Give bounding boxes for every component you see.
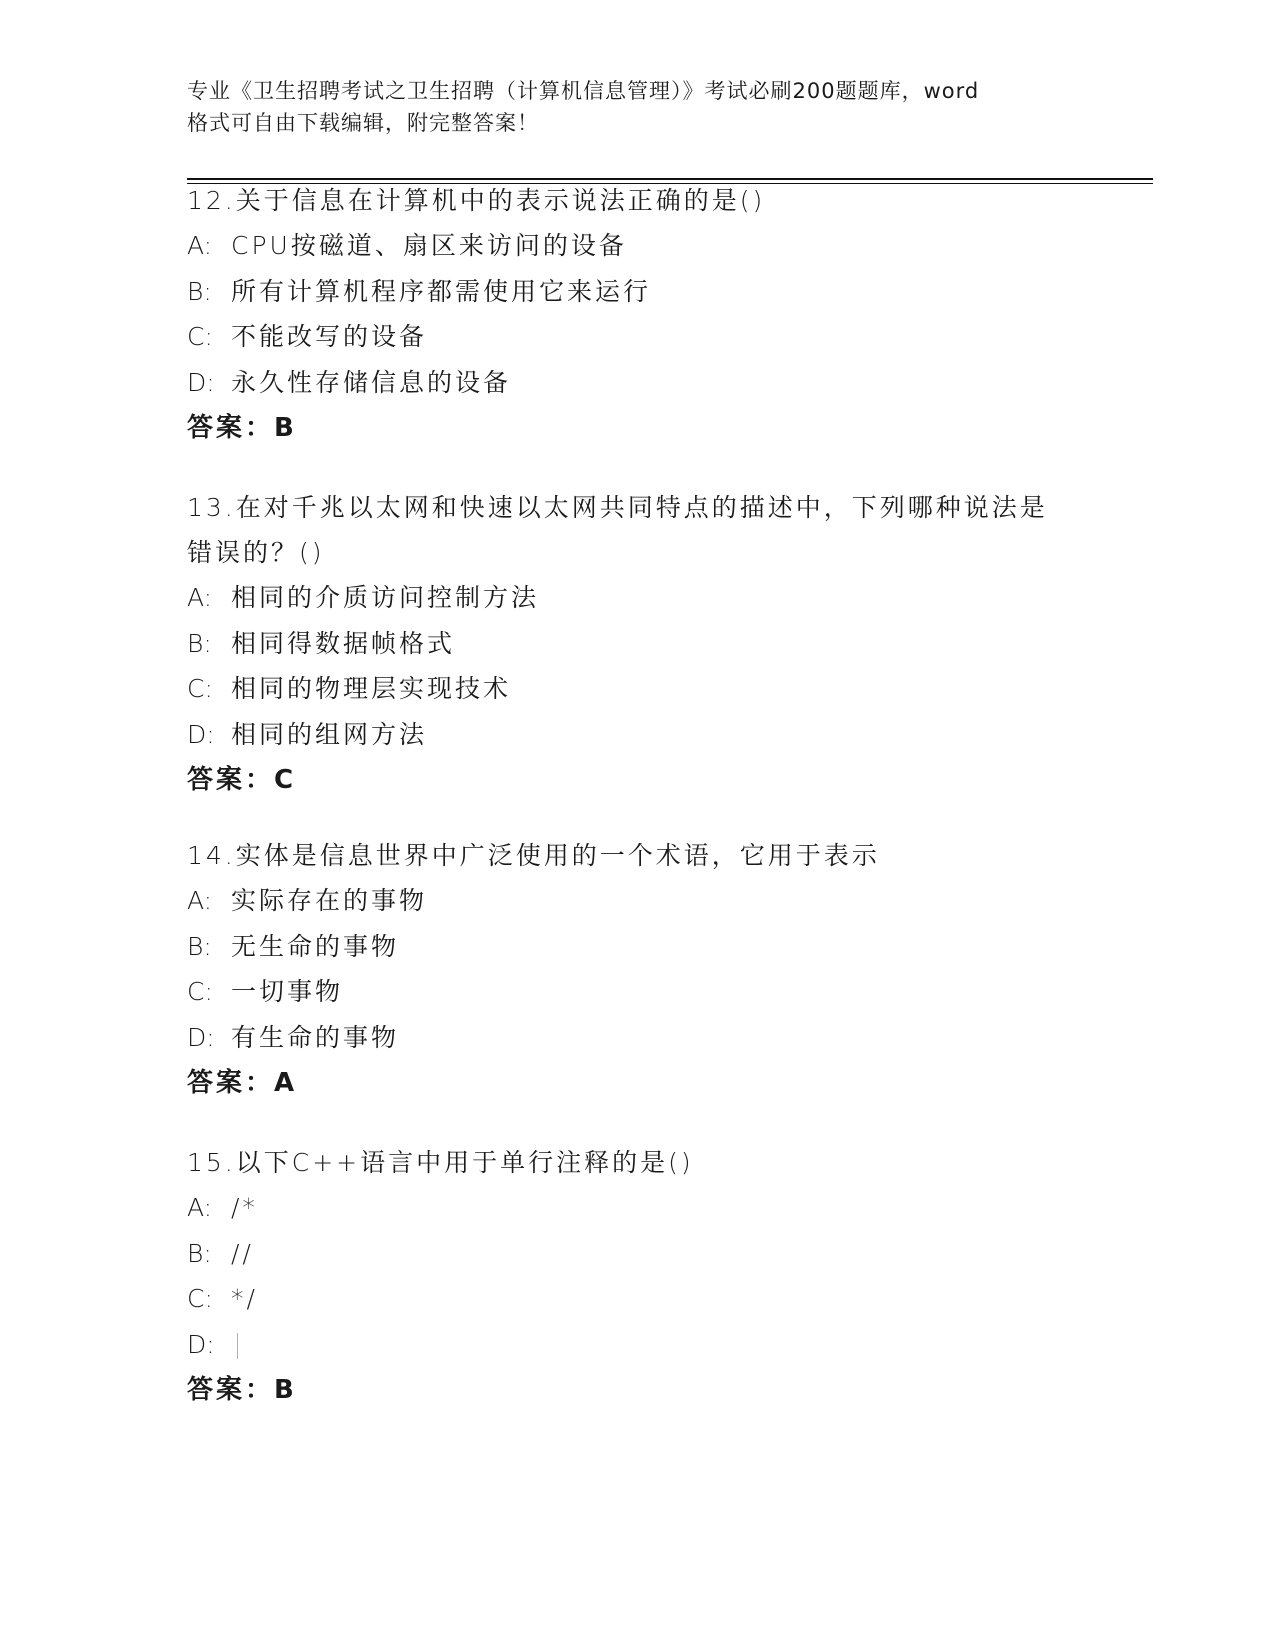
option-d [187, 1015, 1087, 1061]
option-text: 永久性存储信息的设备 [231, 367, 512, 397]
option-a [187, 878, 1087, 924]
option-text: 相同的组网方法 [231, 719, 428, 749]
option-text: 实际存在的事物 [231, 886, 428, 915]
option-text: 所有计算机程序都需使用它来运行 [231, 276, 652, 306]
question-stem: 14.实体是信息世界中广泛使用的一个术语，它用于表示 [187, 841, 880, 870]
question-stem-continued: 错误的？() [187, 538, 325, 567]
question-13 [187, 485, 1087, 803]
answer-value: A [274, 1068, 296, 1098]
answer-line [187, 1060, 1087, 1106]
option-text: */ [231, 1284, 258, 1313]
question-stem: 12.关于信息在计算机中的表示说法正确的是() [187, 186, 766, 215]
option-b [187, 621, 1087, 667]
option-text: CPU按磁道、扇区来访问的设备 [231, 231, 627, 260]
option-key: A: [187, 231, 213, 260]
option-key: C: [187, 1284, 213, 1313]
option-text: 无生命的事物 [231, 931, 400, 961]
question-15 [187, 1140, 1087, 1413]
answer-label: 答案： [187, 765, 275, 795]
option-c [187, 314, 1087, 360]
option-key: B: [187, 276, 212, 306]
document-header [187, 75, 1087, 139]
option-key: C: [187, 977, 213, 1006]
answer-line [187, 405, 1087, 451]
option-key: D: [187, 367, 215, 397]
option-b [187, 269, 1087, 315]
question-14 [187, 833, 1087, 1106]
option-text: 不能改写的设备 [231, 322, 428, 351]
option-b [187, 924, 1087, 970]
option-key: A: [187, 583, 213, 612]
question-stem: 13.在对千兆以太网和快速以太网共同特点的描述中，下列哪种说法是 [187, 493, 1048, 522]
answer-label: 答案： [187, 413, 275, 443]
answer-value: B [274, 413, 295, 443]
option-c [187, 666, 1087, 712]
option-key: B: [187, 628, 212, 658]
option-text: 一切事物 [231, 977, 344, 1006]
option-key: D: [187, 1329, 215, 1359]
answer-label: 答案： [187, 1375, 275, 1405]
option-text: // [231, 1238, 254, 1268]
option-key: D: [187, 1022, 215, 1052]
answer-label: 答案： [187, 1068, 275, 1098]
answer-value: C [274, 765, 295, 795]
option-text: /* [231, 1193, 258, 1222]
option-key: A: [187, 1193, 213, 1222]
question-stem: 15.以下C++语言中用于单行注释的是() [187, 1148, 694, 1177]
option-text: 相同得数据帧格式 [231, 628, 456, 658]
option-c [187, 1276, 1087, 1322]
text-cursor-mark [237, 1333, 238, 1359]
option-a [187, 575, 1087, 621]
option-a [187, 223, 1087, 269]
answer-value: B [274, 1375, 295, 1405]
answer-line [187, 1367, 1087, 1413]
question-12 [187, 178, 1087, 451]
option-key: C: [187, 322, 213, 351]
option-key: C: [187, 674, 213, 703]
option-d [187, 1322, 1087, 1368]
option-text: 有生命的事物 [231, 1022, 400, 1052]
answer-line [187, 757, 1087, 803]
header-line-2: 格式可自由下载编辑，附完整答案！ [187, 111, 539, 135]
option-text: 相同的物理层实现技术 [231, 674, 512, 703]
option-text: 相同的介质访问控制方法 [231, 583, 540, 612]
option-a [187, 1185, 1087, 1231]
option-d [187, 360, 1087, 406]
option-d [187, 712, 1087, 758]
option-key: A: [187, 886, 213, 915]
option-c [187, 969, 1087, 1015]
option-b [187, 1231, 1087, 1277]
option-key: B: [187, 931, 212, 961]
header-line-1: 专业《卫生招聘考试之卫生招聘（计算机信息管理）》考试必刷200题题库，word [187, 79, 980, 103]
option-key: B: [187, 1238, 212, 1268]
option-key: D: [187, 719, 215, 749]
